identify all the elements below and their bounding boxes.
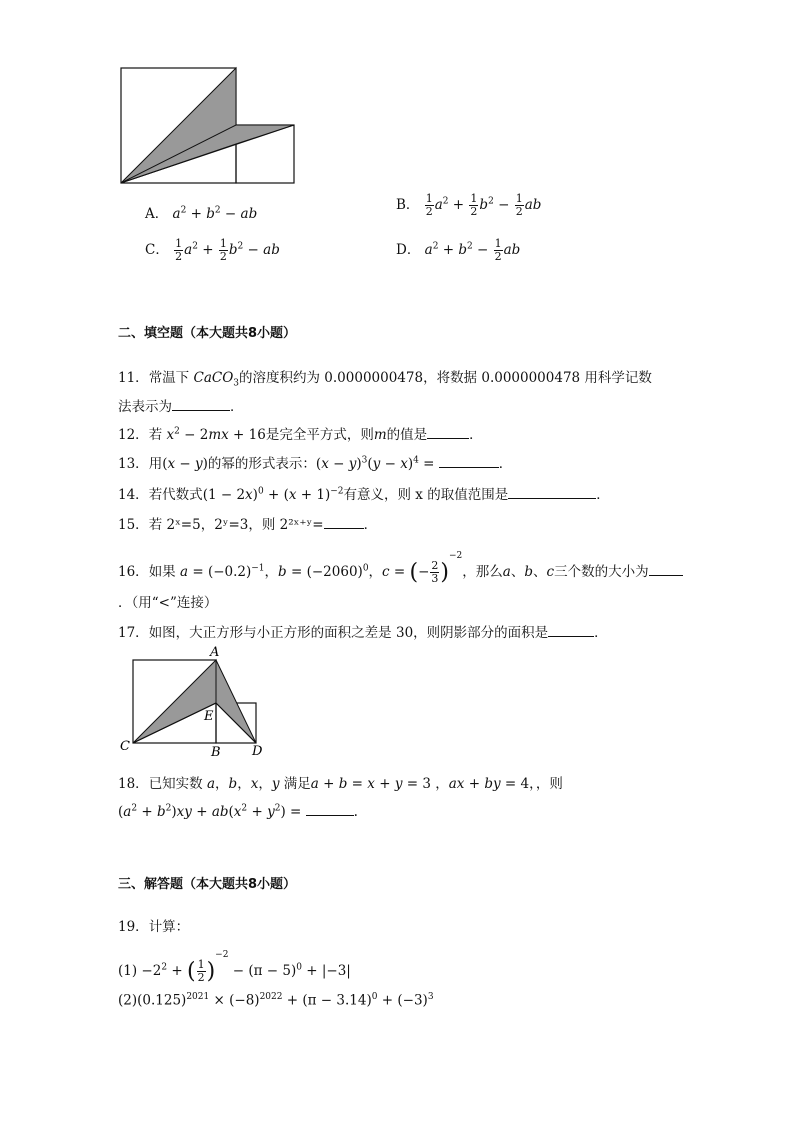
option-d[interactable]: D． $a^2 + b^2$ − $\frac{1}{2}$ ab: [396, 237, 521, 263]
answer-blank-13[interactable]: [439, 455, 499, 468]
answer-blank-14[interactable]: [508, 486, 596, 499]
question-17: 17．如图，大正方形与小正方形的面积之差是 30，则阴影部分的面积是 ．: [118, 625, 608, 641]
answer-blank-15[interactable]: [324, 516, 364, 529]
question-16-line2: ．（用“<”连接）: [118, 595, 218, 611]
question-11-line2: 法表示为 ．: [118, 399, 244, 415]
answer-blank-16[interactable]: [649, 563, 683, 576]
question-19-part1: $(1) -2^2$ + ( $\frac{1}{2}$ )$^{-2} - (\pi - 5)^0 + |-3|$: [118, 950, 351, 984]
question-14: 14．若代数式$(1 - 2x)^0 + (x + 1)^{-2}$有意义，则 x 的取值范围是 ．: [118, 486, 610, 503]
question-16: 16．如果 $a = (-0.2)^{-1}$，$b = (-2060)^0$，c = (− $\frac{2}{3}$ )$^{-2}$，那么a、b、c三个数的大小为: [118, 551, 683, 585]
question-15: 15．若 2ˣ=5，2ʸ=3，则 2²ˣ⁺ʸ= ．: [118, 517, 378, 533]
option-b[interactable]: B． $\frac{1}{2}$ $a^2$ + $\frac{1}{2}$ $b^2$ − $\frac{1}{2}$ ab: [396, 192, 542, 218]
answer-blank-12[interactable]: [427, 426, 469, 439]
question-18: 18．已知实数 a，b，x，y 满足a + b = x + y = 3 ，ax + by = 4，，则: [118, 776, 563, 792]
answer-blank-17[interactable]: [548, 624, 594, 637]
section-title-answer: 三、解答题（本大题共8小题）: [118, 877, 297, 892]
label-A: A: [210, 645, 220, 660]
question-11: 11．常温下 CaCO$_3$的溶度积约为 0.0000000478，将数据 0.0000000478 用科学记数: [118, 370, 652, 389]
answer-blank-11[interactable]: [172, 398, 230, 411]
q10-figure: [118, 66, 298, 186]
label-B: B: [211, 745, 221, 760]
option-c[interactable]: C． $\frac{1}{2}$ $a^2$ + $\frac{1}{2}$ $b^2$ − ab: [145, 237, 280, 263]
section-title-fill-in: 二、填空题（本大题共8小题）: [118, 326, 297, 341]
question-18-line2: $(a^2 + b^2)xy + ab(x^2 + y^2)$ = .: [118, 803, 358, 820]
option-a[interactable]: A． $a^2 + b^2$ − ab: [145, 205, 258, 222]
answer-blank-18[interactable]: [306, 803, 354, 816]
question-13: 13．用(x − y)的幂的形式表示：$(x - y)^3(y - x)^4$ = ．: [118, 455, 513, 472]
question-12: 12．若 $x^2 - 2mx + 16$是完全平方式，则m的值是 ．: [118, 426, 483, 443]
label-C: C: [120, 739, 130, 754]
question-19-part2: $(2)(0.125)^{2021} \times (-8)^{2022} + (\pi - 3.14)^0 + (-3)^3$: [118, 992, 434, 1009]
label-E: E: [204, 709, 214, 724]
label-D: D: [252, 744, 263, 759]
q17-figure: [118, 642, 278, 760]
question-19: 19．计算：: [118, 919, 190, 935]
